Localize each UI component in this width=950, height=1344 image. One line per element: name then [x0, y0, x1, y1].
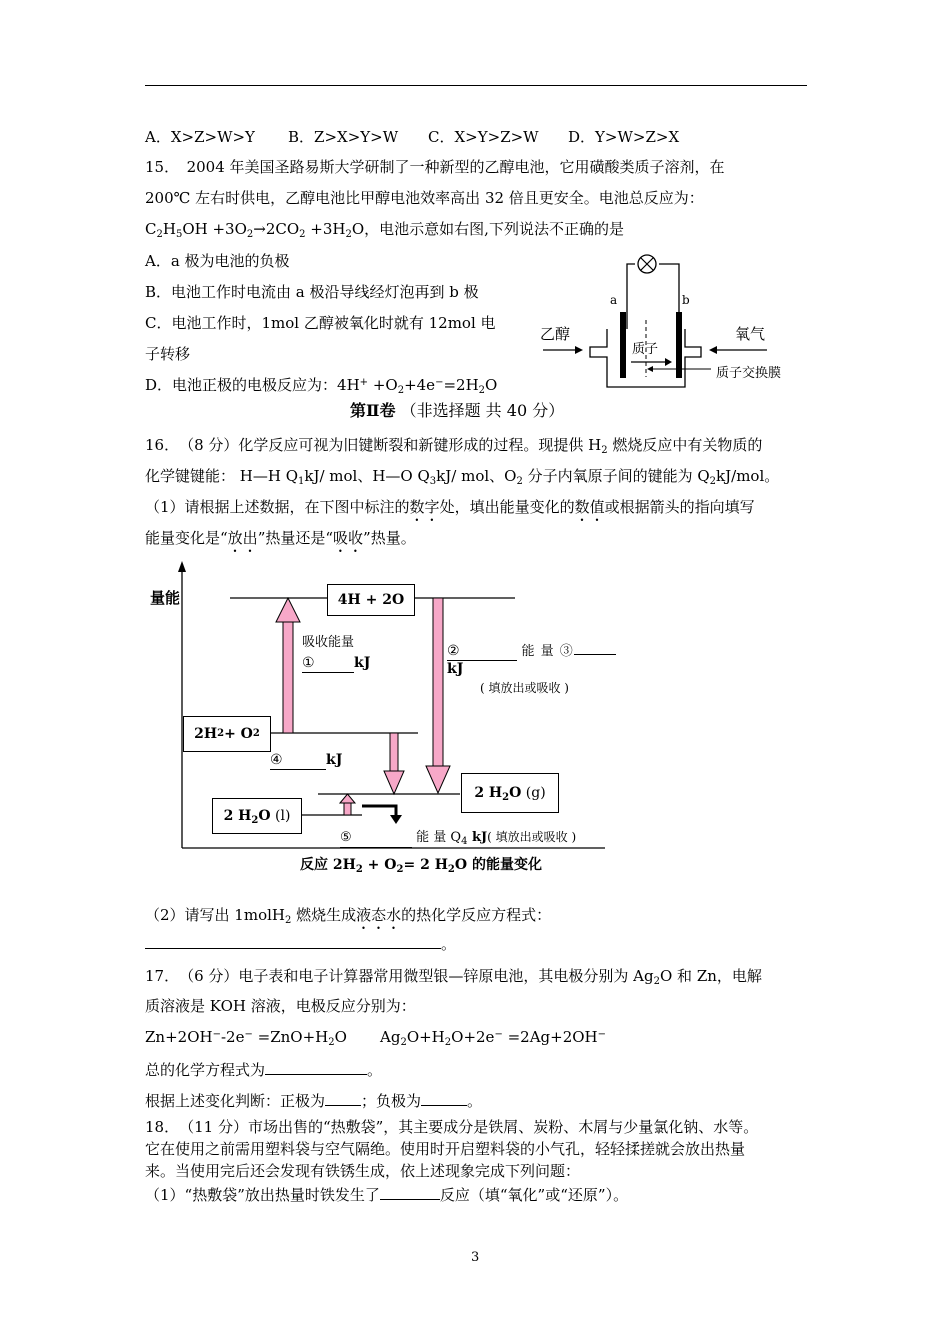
q15-option-b: B．电池工作时电流由 a 极沿导线经灯泡再到 b 极 [145, 283, 479, 301]
proton-arrow-icon [665, 358, 672, 366]
energy-diagram-caption: 反应 $2H_2 + O_2= 2$ $H_2O$ 的能量变化 [300, 857, 542, 875]
cell-label-b: b [682, 293, 690, 307]
q14-option-d: D．Y>W>Z>X [568, 128, 680, 146]
ethanol-inlet-arrow-icon [575, 346, 583, 354]
electrode-b [676, 312, 682, 378]
condense-down-arrow-icon [384, 733, 404, 794]
blank-4: ④ kJ [270, 752, 343, 768]
q17-line1: 17． （6 分）电子表和电子计算器常用微型银—锌原电池，其电极分别为 $Ag_2O$ 和 Zn，电解 [145, 967, 762, 987]
blank-2: ② 能 量 ③ [447, 642, 616, 661]
membrane-pointer-icon [647, 366, 653, 372]
q15-option-c-line2: 子转移 [145, 345, 191, 363]
cell-label-a: a [610, 293, 618, 307]
small-up-arrow-icon [340, 794, 355, 815]
q14-option-c: C．X>Y>Z>W [428, 128, 539, 146]
cell-ethanol-label: 乙醇 [540, 325, 571, 343]
level-4h-2o-box: 4H + 2O [327, 584, 415, 616]
section-2-title: 第Ⅱ卷 [350, 401, 396, 420]
q17-line2: 质溶液是 KOH 溶液，电极反应分别为： [145, 997, 416, 1015]
level-2h2o-liquid-box: 2 $H_2O$ (l) [212, 798, 302, 834]
blank-2-unit: kJ [447, 661, 464, 677]
q16-part1-line1: （1）请根据上述数据，在下图中标注的数字处，填出能量变化的数值或根据箭头的指向填写 [145, 498, 755, 516]
liquid-bent-arrow-icon [362, 806, 402, 824]
q17-anode-equation: $Zn+2OH^--2e^- =ZnO+H_2O$ [145, 1028, 347, 1048]
electrode-a [620, 312, 626, 378]
q18-line2: 它在使用之前需用塑料袋与空气隔绝。使用时开启塑料袋的小气孔，轻轻揉搓就会放出热量 [145, 1140, 746, 1158]
section-2-heading [350, 401, 564, 421]
q15-option-d: D．电池正极的电极反应为：$4H^+ +O_2+4e^-=2H_2O$ [145, 376, 498, 396]
release-energy-arrow-icon [426, 598, 450, 793]
q18-line3: 来。当使用完后还会发现有铁锈生成，依上述现象完成下列问题： [145, 1162, 581, 1180]
q16-line1: 16． （8 分）化学反应可视为旧键断裂和新键形成的过程。现提供 $H_2$ 燃烧反应中有关物质的 [145, 436, 763, 456]
absorb-energy-arrow-icon [276, 598, 300, 733]
page-number: 3 [471, 1250, 480, 1265]
q15-option-c-line1: C．电池工作时，1mol 乙醇被氧化时就有 12mol 电 [145, 314, 496, 332]
q17-total-equation-blank[interactable]: 总的化学方程式为 。 [145, 1058, 382, 1080]
q16-part1-line2: 能量变化是“放出”热量还是“吸收”热量。 [145, 529, 416, 547]
blank-5: ⑤ 能 量 $Q_4$ kJ( 填放出或吸收 ) [340, 830, 577, 847]
level-2h2-o2-box: 2H 2 + O 2 [183, 716, 271, 752]
oxygen-inlet-arrow-icon [709, 346, 717, 354]
q16-part2: （2）请写出 1molH$_2$ 燃烧生成液态水的热化学反应方程式： [145, 906, 552, 926]
q14-option-a: A．X>Z>W>Y [145, 128, 255, 146]
absorb-energy-label: 吸收能量 [302, 635, 355, 650]
level-2h2o-gas-box: 2 $H_2O$ (g) [461, 773, 559, 813]
q14-option-b: B．Z>X>Y>W [288, 128, 399, 146]
section-2-subtitle: （非选择题 共 40 分） [400, 401, 565, 420]
fill-hint-1: ( 填放出或吸收 ) [480, 681, 569, 695]
q15-option-a: A．a 极为电池的负极 [145, 252, 290, 270]
q15-equation: $C_2H_5OH +3O_2\to 2CO_2 +3H_2O$，电池示意如右图,下列说法不正确的是 [145, 220, 624, 240]
lamp-bulb-icon [638, 255, 656, 273]
q17-electrode-judgement[interactable]: 根据上述变化判断：正极为 ；负极为 。 [145, 1089, 482, 1111]
q15-line2: 200℃ 左右时供电，乙醇电池比甲醇电池效率高出 32 倍且更安全。电池总反应为： [145, 189, 704, 207]
q17-cathode-equation: $Ag_2O+H_2O+2e^- =2Ag+2OH^-$ [380, 1028, 607, 1048]
cell-proton-label: 质子 [632, 342, 659, 357]
energy-y-axis-label: 量能 [150, 589, 181, 607]
q18-line1: 18． （11 分）市场出售的“热敷袋”，其主要成分是铁屑、炭粉、木屑与少量氯化钠、水等。 [145, 1118, 759, 1136]
q15-line1: 15． 2004 年美国圣路易斯大学研制了一种新型的乙醇电池，它用磺酸类质子溶剂，在 [145, 158, 725, 176]
q18-part1[interactable]: （1）“热敷袋”放出热量时铁发生了 反应（填“氧化”或“还原”）。 [145, 1183, 628, 1205]
header-rule [145, 85, 807, 86]
cell-oxygen-label: 氧气 [735, 325, 766, 343]
q16-line2: 化学键键能： H—H $Q_1kJ/$ mol、H—O $Q_3kJ/$ mol、$O_2$ 分子内氧原子间的键能为 $Q_2kJ$/mol。 [145, 467, 780, 487]
blank-1: ① kJ [302, 655, 371, 671]
y-axis-arrow-icon [178, 561, 186, 572]
q16-part2-answer-blank[interactable]: 。 [145, 932, 456, 954]
cell-membrane-label: 质子交换膜 [716, 366, 782, 381]
